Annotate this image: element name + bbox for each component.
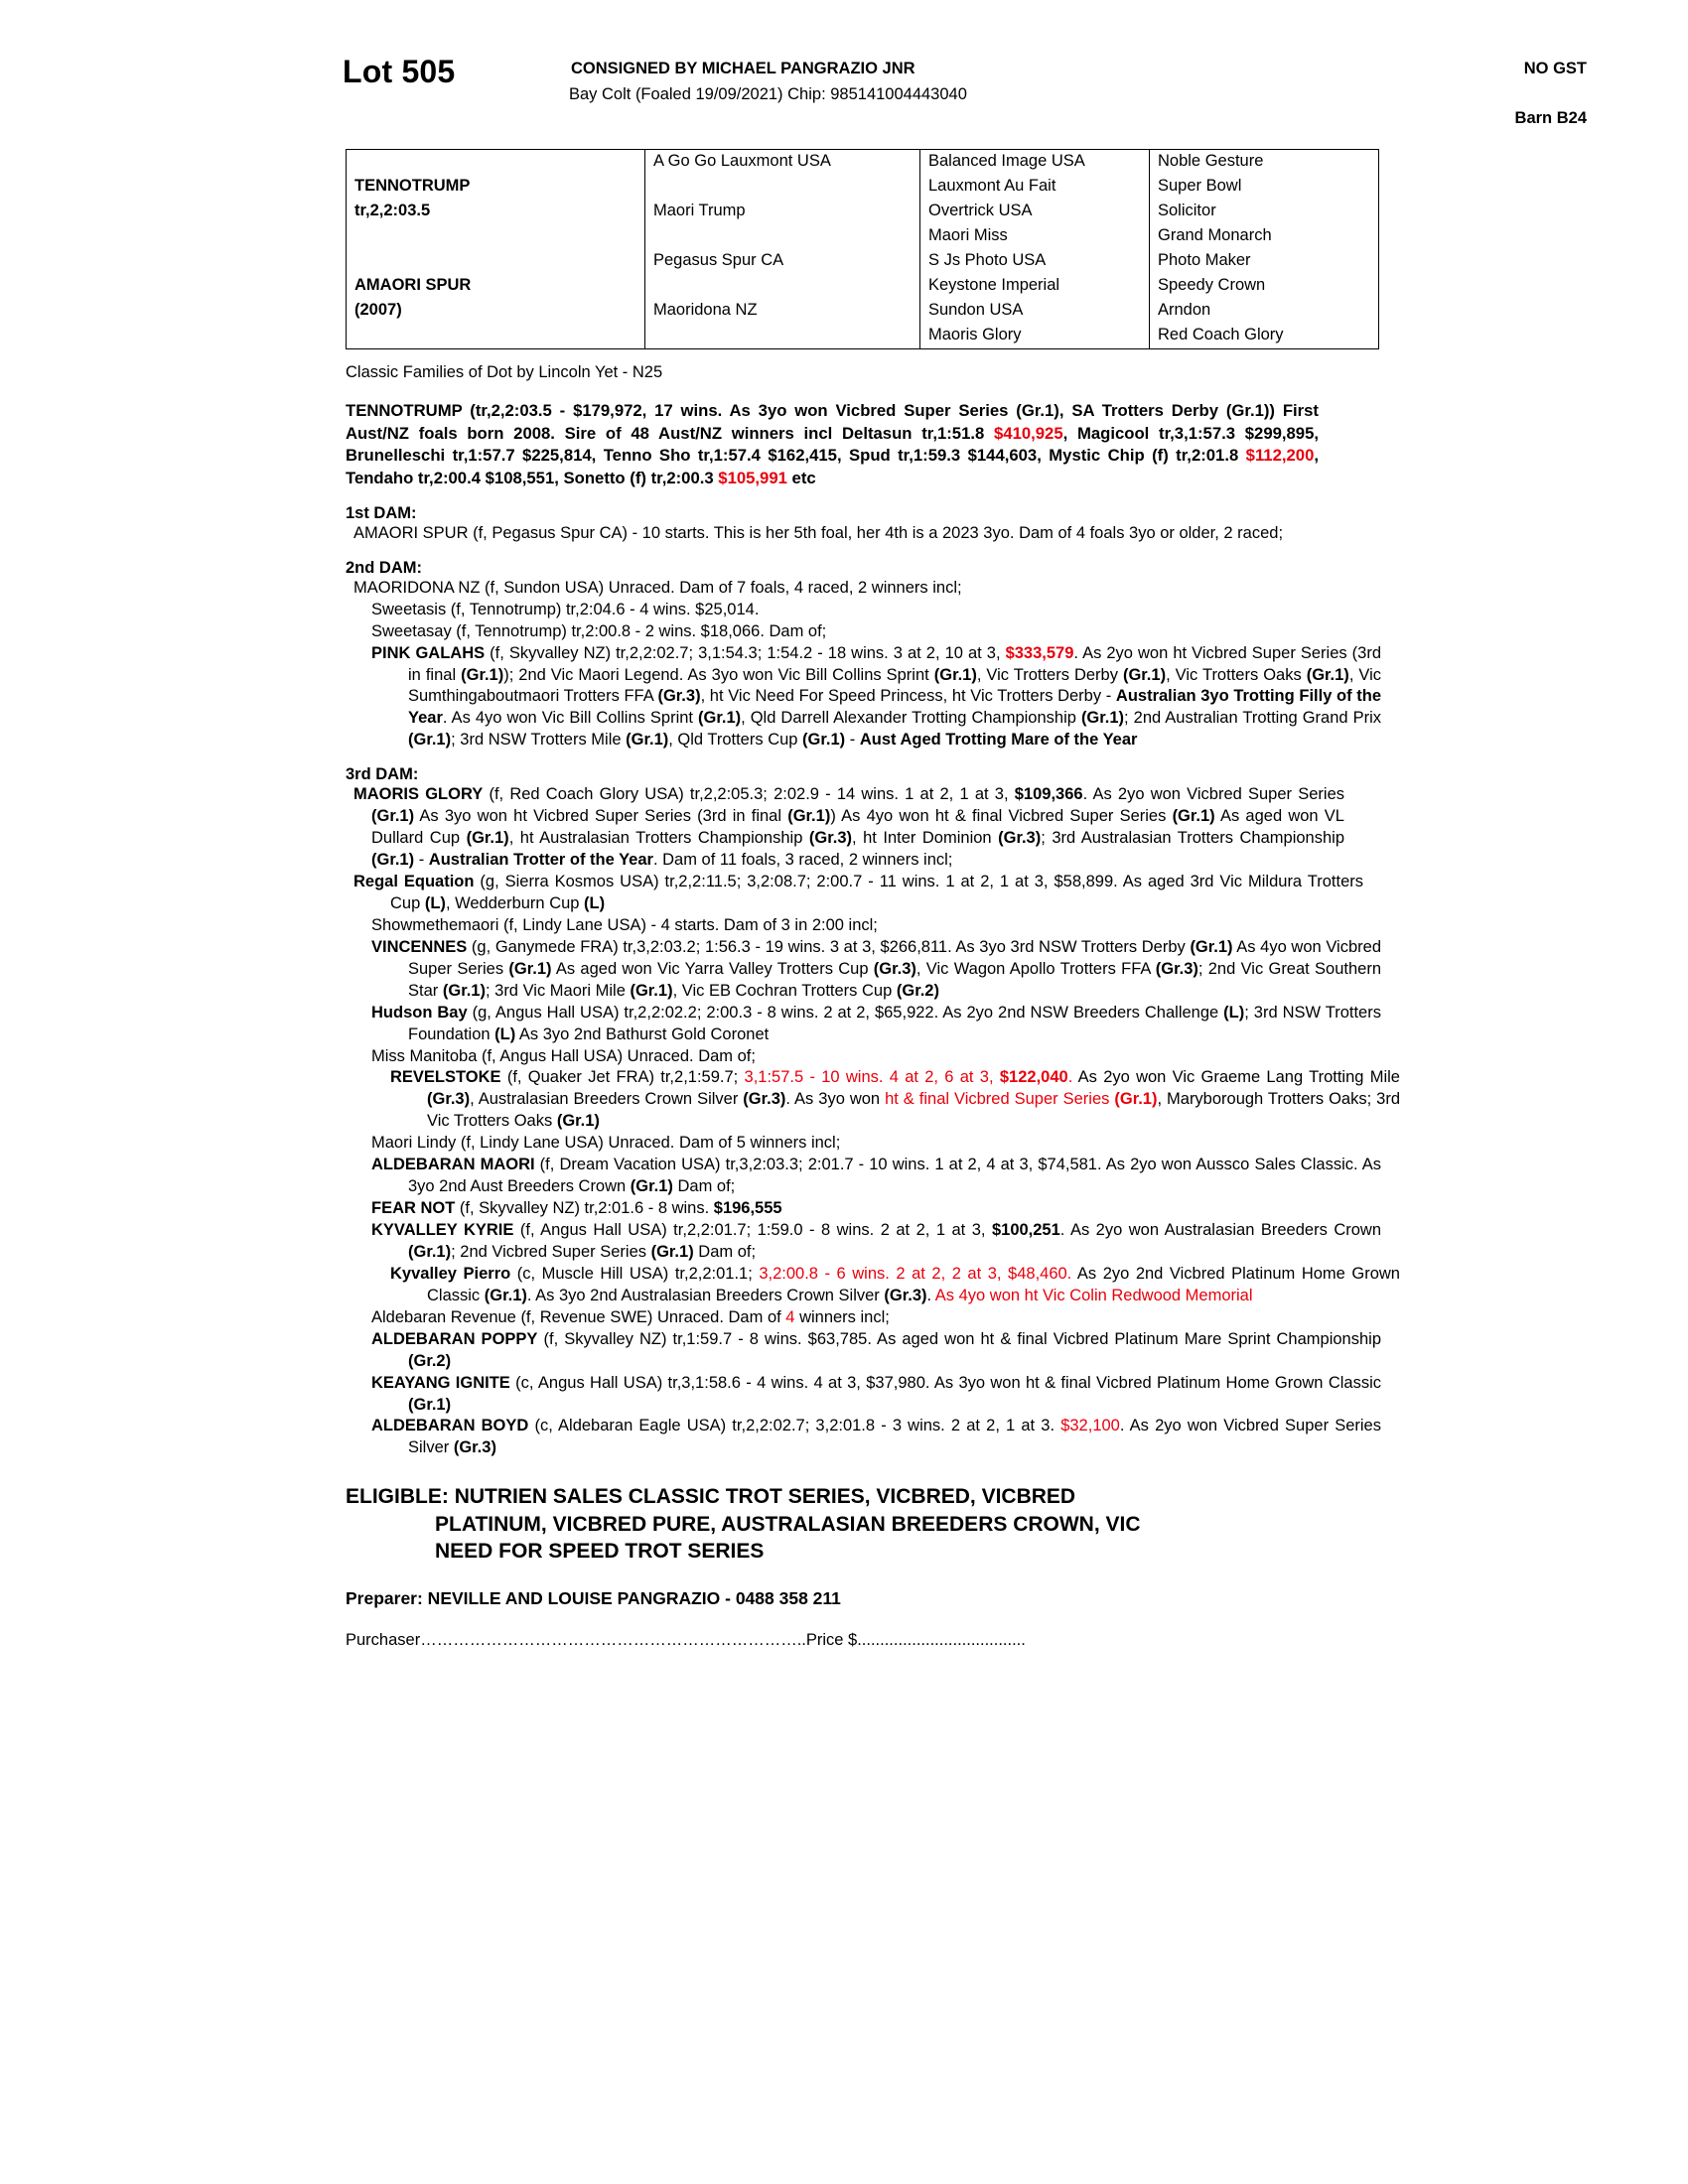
preparer-line: Preparer: NEVILLE AND LOUISE PANGRAZIO - 0488 358 211 (346, 1588, 841, 1609)
progeny-showmethemaori: Showmethemaori (f, Lindy Lane USA) - 4 starts. Dam of 3 in 2:00 incl; (371, 915, 878, 934)
second-dam-text: MAORIDONA NZ (f, Sundon USA) Unraced. Dam of 7 foals, 4 raced, 2 winners incl; (353, 578, 962, 597)
pedigree-cell-gen3: S Js Photo USA (920, 249, 1150, 274)
lot-number: Lot 505 (343, 54, 456, 89)
pedigree-cell-gen3: Overtrick USA (920, 200, 1150, 224)
pedigree-table-wrapper (346, 149, 1319, 349)
pedigree-cell-gen4: Arndon (1158, 301, 1211, 319)
pedigree-cell-dam (347, 324, 645, 349)
second-dam-heading: 2nd DAM: (346, 558, 422, 577)
classic-families-line: Classic Families of Dot by Lincoln Yet - N25 (346, 363, 663, 381)
eligible-block (346, 1483, 1319, 1565)
pedigree-cell-gen2: Pegasus Spur CA (645, 249, 920, 274)
table-row (347, 224, 1379, 249)
first-dam-text: AMAORI SPUR (f, Pegasus Spur CA) - 10 starts. This is her 5th foal, her 4th is a 2023 3yo. Dam of 4 foals 3yo or older, 2 raced; (353, 523, 1284, 542)
eligible-line-3: NEED FOR SPEED TROT SERIES (435, 1539, 765, 1563)
progeny-aldebaran-maori: ALDEBARAN MAORI (f, Dream Vacation USA) tr,3,2:03.3; 2:01.7 - 10 wins. 1 at 2, 4 at 3, $74,581. As 2yo won Aussco Sales Classic. As 3yo 2nd Aust Breeders Crown (Gr.1) Dam of; (371, 1156, 1382, 1196)
table-row (347, 324, 1379, 349)
pedigree-table (346, 149, 1379, 349)
progeny-kyvalley-kyrie: KYVALLEY KYRIE (f, Angus Hall USA) tr,2,2:01.7; 1:59.0 - 8 wins. 2 at 2, 1 at 3, $100,251. As 2yo won Australasian Breeders Crown (Gr.1); 2nd Vicbred Super Series (Gr.1) Dam of; (371, 1221, 1381, 1261)
table-row (347, 175, 1379, 200)
pedigree-cell-dam: (2007) (347, 299, 645, 324)
pedigree-cell-gen2: Maori Trump (645, 200, 920, 224)
pedigree-cell-gen4: Solicitor (1158, 202, 1216, 219)
progeny-aldebaran-boyd: ALDEBARAN BOYD (c, Aldebaran Eagle USA) tr,2,2:02.7; 3,2:01.8 - 3 wins. 2 at 2, 1 at 3. $32,100. As 2yo won Vicbred Super Series Silver (Gr.3) (371, 1417, 1381, 1457)
pedigree-cell-sire (347, 224, 645, 249)
pedigree-cell-gen4: Red Coach Glory (1158, 326, 1284, 343)
progeny-pink-galahs: PINK GALAHS (f, Skyvalley NZ) tr,2,2:02.7; 3,1:54.3; 1:54.2 - 18 wins. 3 at 2, 10 at 3, $333,579. As 2yo won ht Vicbred Super Series (3rd in final (Gr.1)); 2nd Vic Maori Legend. As 3yo won Vic Bill Collins Sprint (Gr.1), Vic Trotters Derby (Gr.1), Vic Trotters Oaks (Gr.1), Vic Sumthingaboutmaori Trotters FFA (Gr.3), ht Vic Need For Speed Princess, ht Vic Trotters Derby - Australian 3yo Trotting Filly of the Year. As 4yo won Vic Bill Collins Sprint (Gr.1), Qld Darrell Alexander Trotting Championship (Gr.1); 2nd Australian Trotting Grand Prix (Gr.1); 3rd NSW Trotters Mile (Gr.1), Qld Trotters Cup (Gr.1) - Aust Aged Trotting Mare of the Year (371, 643, 1382, 750)
progeny-vincennes: VINCENNES (g, Ganymede FRA) tr,3,2:03.2; 1:56.3 - 19 wins. 3 at 3, $266,811. As 3yo 3rd NSW Trotters Derby (Gr.1) As 4yo won Vicbred Super Series (Gr.1) As aged won Vic Yarra Valley Trotters Cup (Gr.3), Vic Wagon Apollo Trotters FFA (Gr.3); 2nd Vic Great Southern Star (Gr.1); 3rd Vic Maori Mile (Gr.1), Vic EB Cochran Trotters Cup (Gr.2) (371, 937, 1382, 1000)
purchaser-line: Purchaser……………………………………………………………..Price $..................................... (346, 1631, 1026, 1650)
table-row (347, 249, 1379, 274)
pedigree-cell-gen2 (645, 274, 920, 299)
third-dam-text: MAORIS GLORY (f, Red Coach Glory USA) tr,2,2:05.3; 2:02.9 - 14 wins. 1 at 2, 1 at 3, $109,366. As 2yo won Vicbred Super Series (Gr.1) As 3yo won ht Vicbred Super Series (3rd in final (Gr.1)) As 4yo won ht & final Vicbred Super Series (Gr.1) As aged won VL Dullard Cup (Gr.1), ht Australasian Trotters Championship (Gr.3), ht Inter Dominion (Gr.3); 3rd Australasian Trotters Championship (Gr.1) - Australian Trotter of the Year. Dam of 11 foals, 3 raced, 2 winners incl; (353, 785, 1344, 870)
progeny-aldebaran-revenue: Aldebaran Revenue (f, Revenue SWE) Unraced. Dam of 4 winners incl; (371, 1307, 890, 1326)
eligible-line-2: PLATINUM, VICBRED PURE, AUSTRALASIAN BREEDERS CROWN, VIC (435, 1512, 1141, 1536)
first-dam-heading: 1st DAM: (346, 503, 417, 522)
pedigree-cell-gen2: Maoridona NZ (645, 299, 920, 324)
pedigree-cell-gen4: Photo Maker (1158, 251, 1251, 269)
eligible-line-1: NUTRIEN SALES CLASSIC TROT SERIES, VICBRED, VICBRED (454, 1485, 1076, 1509)
pedigree-cell-gen2 (645, 324, 920, 349)
consignor-line: CONSIGNED BY MICHAEL PANGRAZIO JNR (571, 60, 915, 77)
progeny-miss-manitoba: Miss Manitoba (f, Angus Hall USA) Unraced. Dam of; (371, 1046, 756, 1065)
eligible-label: ELIGIBLE: (346, 1485, 449, 1509)
page-header (343, 48, 1589, 133)
progeny-maori-lindy: Maori Lindy (f, Lindy Lane USA) Unraced. Dam of 5 winners incl; (371, 1134, 841, 1153)
pedigree-cell-sire (347, 150, 645, 176)
table-row (347, 299, 1379, 324)
horse-description-line: Bay Colt (Foaled 19/09/2021) Chip: 985141004443040 (569, 85, 967, 103)
progeny-sweetasis: Sweetasis (f, Tennotrump) tr,2:04.6 - 4 wins. $25,014. (371, 600, 760, 618)
pedigree-cell-gen3: Balanced Image USA (920, 150, 1150, 176)
pedigree-cell-gen2: A Go Go Lauxmont USA (645, 150, 920, 176)
progeny-keayang-ignite: KEAYANG IGNITE (c, Angus Hall USA) tr,3,1:58.6 - 4 wins. 4 at 3, $37,980. As 3yo won ht & final Vicbred Platinum Home Grown Classic (Gr.1) (371, 1373, 1381, 1414)
progeny-hudson-bay: Hudson Bay (g, Angus Hall USA) tr,2,2:02.2; 2:00.3 - 8 wins. 2 at 2, $65,922. As 2yo 2nd NSW Breeders Challenge (L); 3rd NSW Trotters Foundation (L) As 3yo 2nd Bathurst Gold Coronet (371, 1003, 1381, 1043)
pedigree-cell-gen3: Sundon USA (920, 299, 1150, 324)
pedigree-cell-dam: AMAORI SPUR (347, 274, 645, 299)
barn-number: Barn B24 (1514, 109, 1587, 127)
progeny-kyvalley-pierro: Kyvalley Pierro (c, Muscle Hill USA) tr,2,2:01.1; 3,2:00.8 - 6 wins. 2 at 2, 2 at 3, $48,460. As 2yo 2nd Vicbred Platinum Home Grown Classic (Gr.1). As 3yo 2nd Australasian Breeders Crown Silver (Gr.3). As 4yo won ht Vic Colin Redwood Memorial (390, 1264, 1400, 1304)
pedigree-cell-sire: tr,2,2:03.5 (347, 200, 645, 224)
pedigree-cell-gen4: Speedy Crown (1158, 276, 1266, 294)
pedigree-cell-gen4: Grand Monarch (1158, 226, 1272, 244)
sire-paragraph: TENNOTRUMP (tr,2,2:03.5 - $179,972, 17 wins. As 3yo won Vicbred Super Series (Gr.1), SA Trotters Derby (Gr.1)) First Aust/NZ foals born 2008. Sire of 48 Aust/NZ winners incl Deltasun tr,1:51.8 $410,925, Magicool tr,3,1:57.3 $299,895, Brunelleschi tr,1:57.7 $225,814, Tenno Sho tr,1:57.4 $162,415, Spud tr,1:59.3 $144,603, Mystic Chip (f) tr,2:01.8 $112,200, Tendaho tr,2:00.4 $108,551, Sonetto (f) tr,2:00.3 $105,991 etc (346, 401, 1319, 488)
progeny-sweetasay: Sweetasay (f, Tennotrump) tr,2:00.8 - 2 wins. $18,066. Dam of; (371, 621, 827, 640)
gst-status: NO GST (1523, 60, 1587, 77)
third-dam-heading: 3rd DAM: (346, 765, 419, 784)
table-row (347, 150, 1379, 176)
pedigree-cell-gen3: Lauxmont Au Fait (920, 175, 1150, 200)
pedigree-cell-gen2 (645, 224, 920, 249)
progeny-aldebaran-poppy: ALDEBARAN POPPY (f, Skyvalley NZ) tr,1:59.7 - 8 wins. $63,785. As aged won ht & final Vicbred Platinum Mare Sprint Championship (Gr.2) (371, 1329, 1381, 1370)
progeny-regal-equation: Regal Equation (g, Sierra Kosmos USA) tr,2,2:11.5; 3,2:08.7; 2:00.7 - 11 wins. 1 at 2, 1 at 3, $58,899. As aged 3rd Vic Mildura Trotters Cup (L), Wedderburn Cup (L) (353, 873, 1363, 912)
table-row (347, 274, 1379, 299)
progeny-fear-not: FEAR NOT (f, Skyvalley NZ) tr,2:01.6 - 8 wins. $196,555 (371, 1199, 782, 1218)
pedigree-cell-gen4: Super Bowl (1158, 177, 1242, 195)
table-row (347, 200, 1379, 224)
pedigree-cell-sire: TENNOTRUMP (347, 175, 645, 200)
pedigree-cell-gen4: Noble Gesture (1158, 152, 1264, 170)
pedigree-cell-gen3: Maori Miss (920, 224, 1150, 249)
pedigree-cell-gen3: Maoris Glory (920, 324, 1150, 349)
progeny-revelstoke: REVELSTOKE (f, Quaker Jet FRA) tr,2,1:59.7; 3,1:57.5 - 10 wins. 4 at 2, 6 at 3, $122,040. As 2yo won Vic Graeme Lang Trotting Mile (Gr.3), Australasian Breeders Crown Silver (Gr.3). As 3yo won ht & final Vicbred Super Series (Gr.1), Maryborough Trotters Oaks; 3rd Vic Trotters Oaks (Gr.1) (390, 1068, 1401, 1131)
pedigree-cell-gen2 (645, 175, 920, 200)
pedigree-cell-dam (347, 249, 645, 274)
pedigree-cell-gen3: Keystone Imperial (920, 274, 1150, 299)
